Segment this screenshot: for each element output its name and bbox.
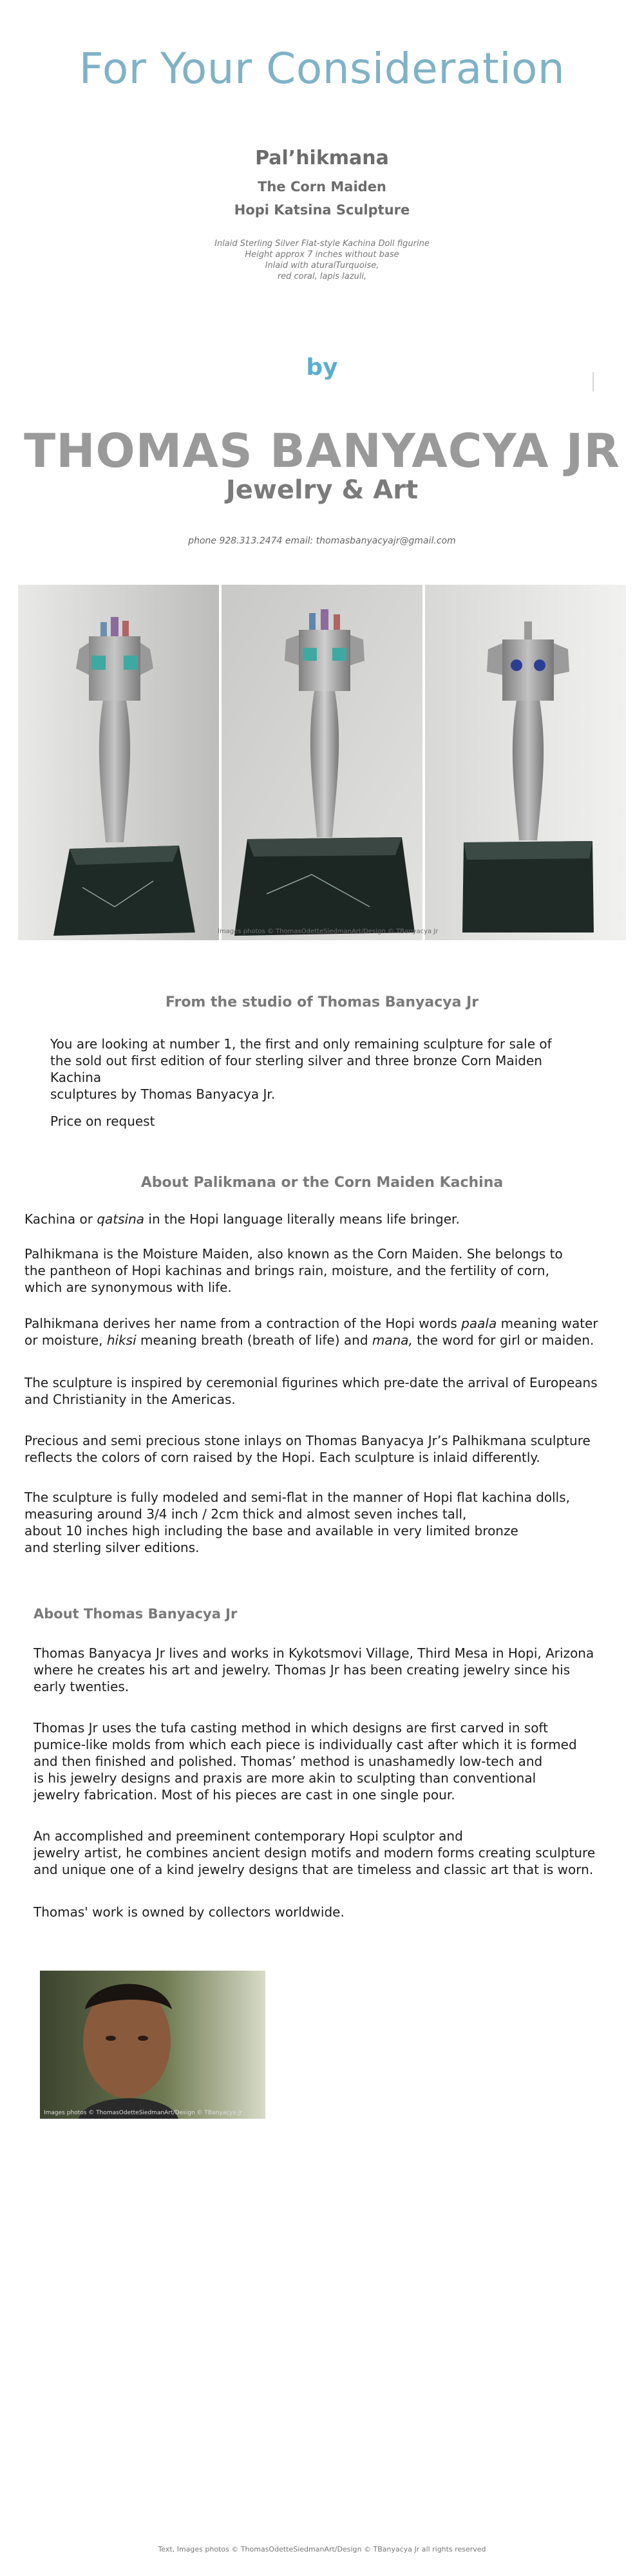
portrait-credit: Images photos © ThomasOdetteSiedmanArt/Design © TBanyacya Jr [44, 2110, 243, 2116]
photo-credit: Images photos © ThomasOdetteSiedmanArt/Design © TBanyacya Jr [218, 928, 439, 935]
kachina-paragraph-1 [24, 1211, 604, 1227]
kachina-paragraph-6 [24, 1489, 604, 1556]
text-line: early twenties. [33, 1679, 129, 1694]
artist-paragraph-3 [33, 1828, 613, 1878]
text-line [24, 1332, 604, 1349]
spec-line: Inlaid with aturalTurquoise, [265, 261, 379, 270]
text-line [24, 1315, 604, 1332]
piece-specifications [0, 238, 644, 282]
text-line: Thomas Jr uses the tufa casting method in which designs are first carved in soft [33, 1720, 548, 1736]
text-line: reflects the colors of corn raised by the Hopi. Each sculpture is inlaid differently. [24, 1450, 540, 1465]
studio-heading: From the studio of Thomas Banyacya Jr [165, 994, 479, 1010]
text-line: where he creates his art and jewelry. Thomas Jr has been creating jewelry since his [33, 1662, 571, 1678]
kachina-paragraph-5 [24, 1432, 604, 1466]
text-line: An accomplished and preeminent contemporary Hopi sculptor and [33, 1828, 463, 1844]
piece-subtitle: The Corn Maiden [258, 179, 386, 194]
spec-line: red coral, lapis lazuli, [277, 272, 367, 281]
studio-paragraph [50, 1036, 578, 1103]
spec-line: Height approx 7 inches without base [245, 250, 399, 260]
text-line: measuring around 3/4 inch / 2cm thick and almost seven inches tall, [24, 1506, 467, 1522]
text-line: You are looking at number 1, the first and only remaining sculpture for sale of [50, 1036, 552, 1052]
text-line: Palhikmana is the Moisture Maiden, also known as the Corn Maiden. She belongs to [24, 1246, 563, 1262]
text-line: jewelry artist, he combines ancient design motifs and modern forms creating sculpture [33, 1845, 596, 1861]
sculpture-photo-angled [222, 585, 422, 940]
by-line: by [306, 354, 338, 381]
text-line: and unique one of a kind jewelry designs that are timeless and classic art that is worn. [33, 1862, 594, 1877]
sculpture-photo-front [18, 585, 219, 940]
text-line: the pantheon of Hopi kachinas and brings rain, moisture, and the fertility of corn, [24, 1263, 549, 1278]
artist-subtitle: Jewelry & Art [225, 475, 419, 505]
kachina-heading: About Palikmana or the Corn Maiden Kachina [140, 1175, 504, 1191]
price-note: Price on request [50, 1113, 155, 1129]
hopi-term: hiksi [106, 1332, 137, 1348]
text-line: The sculpture is fully modeled and semi-flat in the manner of Hopi flat kachina dolls, [24, 1490, 571, 1505]
text-line: The sculpture is inspired by ceremonial figurines which pre-date the arrival of Europeans [24, 1375, 598, 1390]
hopi-term: paala [461, 1316, 497, 1331]
text-line: which are synonymous with life. [24, 1280, 232, 1295]
artist-portrait [40, 1971, 265, 2119]
hopi-term: mana, [372, 1332, 413, 1348]
piece-category: Hopi Katsina Sculpture [234, 202, 410, 218]
divider [592, 372, 594, 392]
text-line: is his jewelry designs and praxis are more akin to sculpting than conventional [33, 1770, 536, 1786]
sculpture-photo-back [425, 585, 626, 940]
artist-name: THOMAS BANYACYA JR [24, 424, 620, 478]
text-line: and then finished and polished. Thomas’ method is unashamedly low-tech and [33, 1754, 543, 1769]
text-span: meaning breath (breath of life) and [136, 1332, 372, 1348]
spec-line: Inlaid Sterling Silver Flat-style Kachina Doll figurine [214, 239, 430, 249]
text-span: meaning water [497, 1316, 598, 1331]
kachina-paragraph-3 [24, 1315, 604, 1349]
kachina-paragraph-4 [24, 1374, 604, 1408]
text-span: the word for girl or maiden. [412, 1332, 594, 1348]
piece-name: Pal’hikmana [255, 147, 389, 169]
text-span: Kachina or [24, 1211, 97, 1227]
kachina-paragraph-2 [24, 1245, 604, 1296]
text-line: about 10 inches high including the base and available in very limited bronze [24, 1523, 518, 1539]
sculpture-photo-strip [18, 585, 626, 940]
hopi-term: qatsina [97, 1211, 145, 1227]
text-span: Palhikmana derives her name from a contraction of the Hopi words [24, 1316, 462, 1331]
contact-info: phone 928.313.2474 email: thomasbanyacyajr@gmail.com [188, 536, 456, 546]
text-line: sculptures by Thomas Banyacya Jr. [50, 1086, 276, 1102]
artist-heading: About Thomas Banyacya Jr [33, 1606, 238, 1622]
artist-paragraph-1 [33, 1645, 613, 1695]
text-span: or moisture, [24, 1332, 107, 1348]
page-title: For Your Consideration [79, 44, 565, 93]
footer-copyright: Text, Images photos © ThomasOdetteSiedmanArt/Design © TBanyacya Jr all rights reserved [158, 2545, 486, 2553]
text-line: pumice-like molds from which each piece is individually cast after which it is formed [33, 1737, 577, 1752]
text-line: the sold out first edition of four sterling silver and three bronze Corn Maiden Kachina [50, 1053, 542, 1085]
text-line: and sterling silver editions. [24, 1540, 200, 1555]
text-line: and Christianity in the Americas. [24, 1392, 236, 1407]
text-span: in the Hopi language literally means life bringer. [144, 1211, 460, 1227]
artist-paragraph-4: Thomas' work is owned by collectors worldwide. [33, 1904, 345, 1920]
text-line: jewelry fabrication. Most of his pieces are cast in one single pour. [33, 1787, 455, 1803]
text-line: Thomas Banyacya Jr lives and works in Kykotsmovi Village, Third Mesa in Hopi, Arizona [33, 1645, 594, 1661]
text-line: Precious and semi precious stone inlays on Thomas Banyacya Jr’s Palhikmana sculpture [24, 1433, 591, 1448]
artist-paragraph-2 [33, 1719, 613, 1803]
